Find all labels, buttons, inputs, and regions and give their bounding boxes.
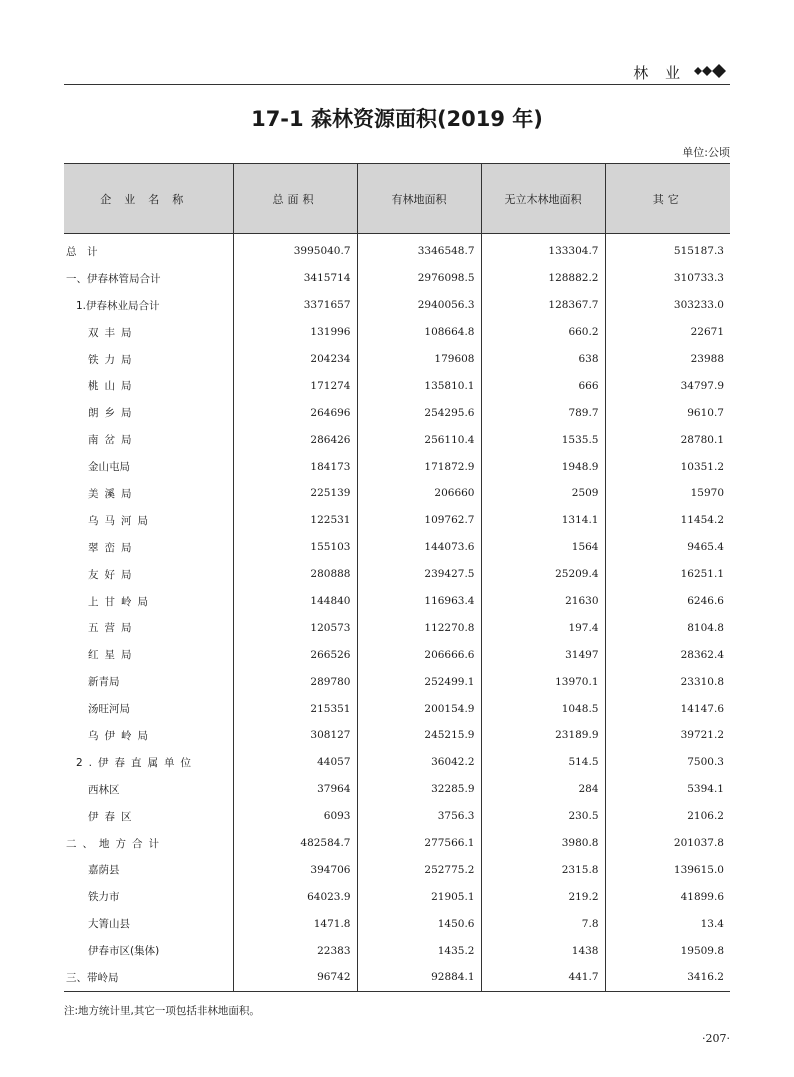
total-area-cell: 155103 xyxy=(233,534,357,561)
forest-area-cell: 32285.9 xyxy=(357,776,481,803)
other-area-cell: 14147.6 xyxy=(605,695,730,722)
other-area-cell: 201037.8 xyxy=(605,830,730,857)
row-name-cell: 朗乡局 xyxy=(88,407,138,420)
table-row xyxy=(64,749,730,776)
treeless-area-cell: 1314.1 xyxy=(481,507,605,534)
total-area-cell: 120573 xyxy=(233,614,357,641)
forest-area-cell: 144073.6 xyxy=(357,534,481,561)
total-area-cell: 264696 xyxy=(233,399,357,426)
other-area-cell: 10351.2 xyxy=(605,453,730,480)
row-name-cell: 双丰局 xyxy=(88,326,138,339)
other-area-cell: 8104.8 xyxy=(605,614,730,641)
treeless-area-cell: 13970.1 xyxy=(481,668,605,695)
row-name-cell: 大箐山县 xyxy=(88,918,130,931)
total-area-cell: 3995040.7 xyxy=(233,234,357,265)
total-area-cell: 184173 xyxy=(233,453,357,480)
row-name-cell: 1.伊春林业局合计 xyxy=(76,299,160,312)
treeless-area-cell: 660.2 xyxy=(481,319,605,346)
row-name-cell: 金山屯局 xyxy=(88,461,130,474)
row-name-cell: 上甘岭局 xyxy=(88,595,154,608)
forest-area-cell: 109762.7 xyxy=(357,507,481,534)
total-area-cell: 289780 xyxy=(233,668,357,695)
row-name-cell: 南岔局 xyxy=(88,434,138,447)
treeless-area-cell: 441.7 xyxy=(481,964,605,991)
row-name-cell: 2.伊春直属单位 xyxy=(76,756,198,769)
table-row xyxy=(64,453,730,480)
other-area-cell: 5394.1 xyxy=(605,776,730,803)
table-row xyxy=(64,426,730,453)
row-name-cell: 红星局 xyxy=(88,649,138,662)
treeless-area-cell: 1535.5 xyxy=(481,426,605,453)
other-area-cell: 139615.0 xyxy=(605,856,730,883)
treeless-area-cell: 23189.9 xyxy=(481,722,605,749)
column-header-forest: 有林地面积 xyxy=(357,164,481,234)
total-area-cell: 3371657 xyxy=(233,292,357,319)
forest-area-cell: 108664.8 xyxy=(357,319,481,346)
table-row xyxy=(64,588,730,615)
footnote: 注:地方统计里,其它一项包括非林地面积。 xyxy=(64,1005,260,1017)
row-name-cell: 三、带岭局 xyxy=(64,964,233,991)
table-row xyxy=(64,265,730,292)
other-area-cell: 28362.4 xyxy=(605,641,730,668)
forest-area-cell: 200154.9 xyxy=(357,695,481,722)
forest-area-cell: 179608 xyxy=(357,346,481,373)
table-row xyxy=(64,641,730,668)
table-row xyxy=(64,910,730,937)
table-row xyxy=(64,937,730,964)
row-name-cell: 新青局 xyxy=(88,676,120,689)
total-area-cell: 225139 xyxy=(233,480,357,507)
forest-area-cell: 1435.2 xyxy=(357,937,481,964)
table-row xyxy=(64,964,730,991)
total-area-cell: 122531 xyxy=(233,507,357,534)
treeless-area-cell: 2509 xyxy=(481,480,605,507)
total-area-cell: 96742 xyxy=(233,964,357,991)
other-area-cell: 41899.6 xyxy=(605,883,730,910)
forest-area-cell: 171872.9 xyxy=(357,453,481,480)
other-area-cell: 11454.2 xyxy=(605,507,730,534)
table-row xyxy=(64,668,730,695)
column-header-total: 总面积 xyxy=(233,164,357,234)
forest-area-cell: 112270.8 xyxy=(357,614,481,641)
other-area-cell: 34797.9 xyxy=(605,372,730,399)
table-row xyxy=(64,856,730,883)
table-row xyxy=(64,346,730,373)
row-name-cell: 乌伊岭局 xyxy=(88,729,154,742)
treeless-area-cell: 21630 xyxy=(481,588,605,615)
forest-area-cell: 239427.5 xyxy=(357,561,481,588)
table-row xyxy=(64,803,730,830)
row-name-cell: 乌马河局 xyxy=(88,514,154,527)
treeless-area-cell: 1564 xyxy=(481,534,605,561)
forest-area-cell: 2976098.5 xyxy=(357,265,481,292)
total-area-cell: 1471.8 xyxy=(233,910,357,937)
forest-area-cell: 116963.4 xyxy=(357,588,481,615)
total-area-cell: 64023.9 xyxy=(233,883,357,910)
row-name-cell: 五营局 xyxy=(88,622,138,635)
total-area-cell: 22383 xyxy=(233,937,357,964)
other-area-cell: 303233.0 xyxy=(605,292,730,319)
forest-area-cell: 2940056.3 xyxy=(357,292,481,319)
other-area-cell: 39721.2 xyxy=(605,722,730,749)
table-row xyxy=(64,507,730,534)
table-row xyxy=(64,372,730,399)
forest-area-cell: 21905.1 xyxy=(357,883,481,910)
column-header-name: 企业名称 xyxy=(64,164,233,234)
total-area-cell: 44057 xyxy=(233,749,357,776)
forest-area-cell: 36042.2 xyxy=(357,749,481,776)
row-name-cell: 一、伊春林管局合计 xyxy=(66,272,161,285)
total-area-cell: 308127 xyxy=(233,722,357,749)
treeless-area-cell: 789.7 xyxy=(481,399,605,426)
row-name-cell: 西林区 xyxy=(88,783,120,796)
other-area-cell: 15970 xyxy=(605,480,730,507)
other-area-cell: 22671 xyxy=(605,319,730,346)
row-name-cell: 桃山局 xyxy=(88,380,138,393)
total-area-cell: 286426 xyxy=(233,426,357,453)
forest-area-cell: 1450.6 xyxy=(357,910,481,937)
total-area-cell: 204234 xyxy=(233,346,357,373)
table-row xyxy=(64,830,730,857)
table-row xyxy=(64,722,730,749)
column-header-treeless: 无立木林地面积 xyxy=(481,164,605,234)
other-area-cell: 9610.7 xyxy=(605,399,730,426)
treeless-area-cell: 666 xyxy=(481,372,605,399)
forest-area-cell: 277566.1 xyxy=(357,830,481,857)
other-area-cell: 2106.2 xyxy=(605,803,730,830)
forest-area-cell: 256110.4 xyxy=(357,426,481,453)
treeless-area-cell: 31497 xyxy=(481,641,605,668)
forest-area-cell: 206666.6 xyxy=(357,641,481,668)
table-row xyxy=(64,695,730,722)
total-area-cell: 3415714 xyxy=(233,265,357,292)
other-area-cell: 23988 xyxy=(605,346,730,373)
table-row xyxy=(64,776,730,803)
total-area-cell: 482584.7 xyxy=(233,830,357,857)
table-header-row xyxy=(64,164,730,234)
total-area-cell: 280888 xyxy=(233,561,357,588)
row-name-cell: 美溪局 xyxy=(88,487,138,500)
table-row xyxy=(64,234,730,265)
table-row xyxy=(64,292,730,319)
forest-area-cell: 206660 xyxy=(357,480,481,507)
treeless-area-cell: 230.5 xyxy=(481,803,605,830)
other-area-cell: 13.4 xyxy=(605,910,730,937)
unit-label: 单位:公顷 xyxy=(682,146,730,159)
row-name-cell: 翠峦局 xyxy=(88,541,138,554)
table-row xyxy=(64,561,730,588)
table-row xyxy=(64,883,730,910)
forest-area-cell: 135810.1 xyxy=(357,372,481,399)
page-title: 17-1 森林资源面积(2019 年) xyxy=(251,107,543,131)
page-number: ·207· xyxy=(702,1032,730,1045)
row-name-cell: 二、地方合计 xyxy=(66,837,165,850)
other-area-cell: 28780.1 xyxy=(605,426,730,453)
section-label: 林 业 xyxy=(633,64,686,82)
total-area-cell: 394706 xyxy=(233,856,357,883)
other-area-cell: 16251.1 xyxy=(605,561,730,588)
total-area-cell: 144840 xyxy=(233,588,357,615)
treeless-area-cell: 219.2 xyxy=(481,883,605,910)
row-name-cell: 友好局 xyxy=(88,568,138,581)
row-name-cell: 伊春市区(集体) xyxy=(88,945,160,958)
treeless-area-cell: 25209.4 xyxy=(481,561,605,588)
row-name-cell: 总 计 xyxy=(66,245,98,258)
forest-area-cell: 252775.2 xyxy=(357,856,481,883)
forest-area-table xyxy=(64,163,730,992)
column-header-other: 其它 xyxy=(605,164,730,234)
table-row xyxy=(64,614,730,641)
other-area-cell: 19509.8 xyxy=(605,937,730,964)
row-name-cell: 汤旺河局 xyxy=(88,703,130,716)
other-area-cell: 3416.2 xyxy=(605,964,730,991)
running-header xyxy=(64,58,730,85)
other-area-cell: 9465.4 xyxy=(605,534,730,561)
forest-area-cell: 92884.1 xyxy=(357,964,481,991)
total-area-cell: 131996 xyxy=(233,319,357,346)
other-area-cell: 23310.8 xyxy=(605,668,730,695)
forest-area-cell: 3756.3 xyxy=(357,803,481,830)
treeless-area-cell: 638 xyxy=(481,346,605,373)
table-body xyxy=(64,234,730,992)
treeless-area-cell: 133304.7 xyxy=(481,234,605,265)
total-area-cell: 266526 xyxy=(233,641,357,668)
treeless-area-cell: 1048.5 xyxy=(481,695,605,722)
treeless-area-cell: 514.5 xyxy=(481,749,605,776)
forest-area-cell: 254295.6 xyxy=(357,399,481,426)
table-row xyxy=(64,534,730,561)
total-area-cell: 215351 xyxy=(233,695,357,722)
treeless-area-cell: 1438 xyxy=(481,937,605,964)
forest-area-cell: 3346548.7 xyxy=(357,234,481,265)
treeless-area-cell: 128367.7 xyxy=(481,292,605,319)
table-row xyxy=(64,480,730,507)
treeless-area-cell: 1948.9 xyxy=(481,453,605,480)
treeless-area-cell: 2315.8 xyxy=(481,856,605,883)
table-row xyxy=(64,399,730,426)
row-name-cell: 伊春区 xyxy=(88,810,138,823)
other-area-cell: 6246.6 xyxy=(605,588,730,615)
diamond-ornament-icon xyxy=(688,64,730,78)
row-name-cell: 铁力局 xyxy=(88,353,138,366)
other-area-cell: 7500.3 xyxy=(605,749,730,776)
treeless-area-cell: 7.8 xyxy=(481,910,605,937)
total-area-cell: 171274 xyxy=(233,372,357,399)
row-name-cell: 嘉荫县 xyxy=(88,864,120,877)
treeless-area-cell: 284 xyxy=(481,776,605,803)
row-name-cell: 铁力市 xyxy=(88,891,120,904)
forest-area-cell: 252499.1 xyxy=(357,668,481,695)
other-area-cell: 515187.3 xyxy=(605,234,730,265)
total-area-cell: 37964 xyxy=(233,776,357,803)
total-area-cell: 6093 xyxy=(233,803,357,830)
treeless-area-cell: 128882.2 xyxy=(481,265,605,292)
treeless-area-cell: 3980.8 xyxy=(481,830,605,857)
table-row xyxy=(64,319,730,346)
forest-area-cell: 245215.9 xyxy=(357,722,481,749)
treeless-area-cell: 197.4 xyxy=(481,614,605,641)
other-area-cell: 310733.3 xyxy=(605,265,730,292)
